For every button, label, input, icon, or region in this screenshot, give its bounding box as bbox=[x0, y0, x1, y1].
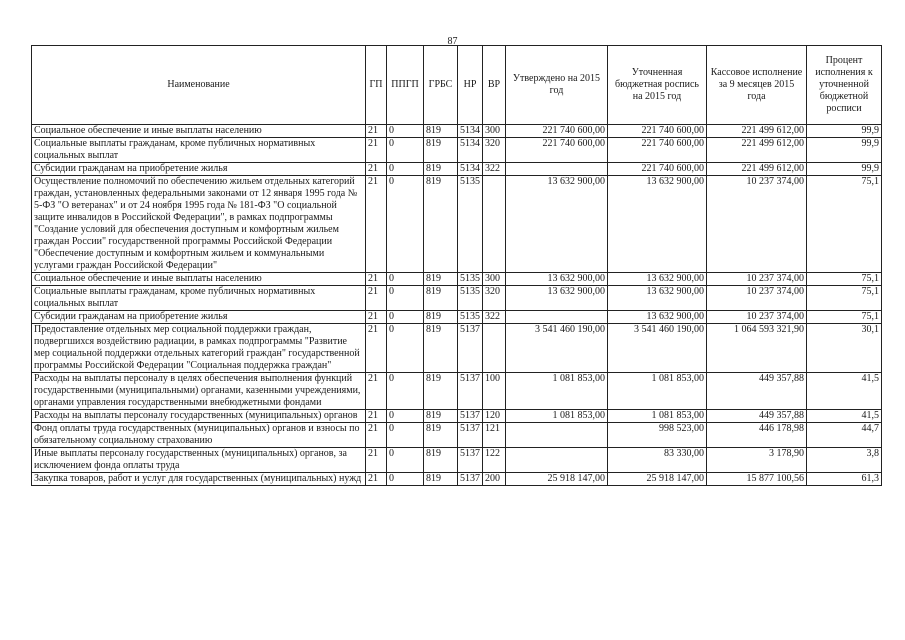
row-grbs: 819 bbox=[424, 311, 458, 324]
row-percent: 41,5 bbox=[807, 373, 882, 410]
row-percent: 75,1 bbox=[807, 273, 882, 286]
row-grbs: 819 bbox=[424, 423, 458, 448]
row-ppgp: 0 bbox=[387, 324, 424, 373]
row-grbs: 819 bbox=[424, 176, 458, 273]
row-cash: 221 499 612,00 bbox=[707, 125, 807, 138]
row-approved: 13 632 900,00 bbox=[506, 286, 608, 311]
table-row bbox=[32, 286, 882, 311]
header-np: НР bbox=[458, 46, 483, 125]
row-np: 5135 bbox=[458, 176, 483, 273]
row-vr bbox=[483, 324, 506, 373]
row-np: 5135 bbox=[458, 273, 483, 286]
row-cash: 1 064 593 321,90 bbox=[707, 324, 807, 373]
row-name: Иные выплаты персоналу государственных (муниципальных) органов, за исключением фонда оплаты труда bbox=[32, 448, 366, 473]
row-grbs: 819 bbox=[424, 138, 458, 163]
row-cash: 221 499 612,00 bbox=[707, 138, 807, 163]
row-vr: 300 bbox=[483, 273, 506, 286]
row-approved bbox=[506, 448, 608, 473]
row-ppgp: 0 bbox=[387, 176, 424, 273]
row-name: Социальное обеспечение и иные выплаты населению bbox=[32, 125, 366, 138]
row-gp: 21 bbox=[366, 273, 387, 286]
row-ppgp: 0 bbox=[387, 163, 424, 176]
row-np: 5134 bbox=[458, 125, 483, 138]
budget-table bbox=[31, 45, 882, 486]
row-approved: 13 632 900,00 bbox=[506, 176, 608, 273]
row-grbs: 819 bbox=[424, 324, 458, 373]
row-revised: 83 330,00 bbox=[608, 448, 707, 473]
row-grbs: 819 bbox=[424, 125, 458, 138]
row-np: 5137 bbox=[458, 324, 483, 373]
row-ppgp: 0 bbox=[387, 473, 424, 486]
row-approved bbox=[506, 423, 608, 448]
row-percent: 41,5 bbox=[807, 410, 882, 423]
row-np: 5134 bbox=[458, 138, 483, 163]
row-gp: 21 bbox=[366, 176, 387, 273]
row-approved: 221 740 600,00 bbox=[506, 138, 608, 163]
row-revised: 221 740 600,00 bbox=[608, 163, 707, 176]
table-row bbox=[32, 324, 882, 373]
row-percent: 3,8 bbox=[807, 448, 882, 473]
row-grbs: 819 bbox=[424, 410, 458, 423]
row-name: Социальные выплаты гражданам, кроме публичных нормативных социальных выплат bbox=[32, 138, 366, 163]
row-np: 5135 bbox=[458, 286, 483, 311]
row-ppgp: 0 bbox=[387, 273, 424, 286]
row-revised: 13 632 900,00 bbox=[608, 273, 707, 286]
row-gp: 21 bbox=[366, 125, 387, 138]
row-np: 5137 bbox=[458, 423, 483, 448]
row-percent: 99,9 bbox=[807, 125, 882, 138]
row-revised: 221 740 600,00 bbox=[608, 138, 707, 163]
row-gp: 21 bbox=[366, 163, 387, 176]
row-cash: 10 237 374,00 bbox=[707, 311, 807, 324]
row-name: Социальные выплаты гражданам, кроме публичных нормативных социальных выплат bbox=[32, 286, 366, 311]
row-gp: 21 bbox=[366, 138, 387, 163]
row-vr: 121 bbox=[483, 423, 506, 448]
table-row bbox=[32, 311, 882, 324]
row-ppgp: 0 bbox=[387, 373, 424, 410]
row-vr: 320 bbox=[483, 286, 506, 311]
row-cash: 3 178,90 bbox=[707, 448, 807, 473]
row-gp: 21 bbox=[366, 410, 387, 423]
row-ppgp: 0 bbox=[387, 286, 424, 311]
row-vr: 300 bbox=[483, 125, 506, 138]
row-cash: 10 237 374,00 bbox=[707, 176, 807, 273]
row-revised: 25 918 147,00 bbox=[608, 473, 707, 486]
table-body bbox=[32, 125, 882, 486]
row-name: Субсидии гражданам на приобретение жилья bbox=[32, 163, 366, 176]
header-cash: Кассовое исполнение за 9 месяцев 2015 года bbox=[707, 46, 807, 125]
row-percent: 61,3 bbox=[807, 473, 882, 486]
row-gp: 21 bbox=[366, 324, 387, 373]
row-vr: 100 bbox=[483, 373, 506, 410]
row-vr: 120 bbox=[483, 410, 506, 423]
row-gp: 21 bbox=[366, 311, 387, 324]
row-percent: 99,9 bbox=[807, 138, 882, 163]
row-vr bbox=[483, 176, 506, 273]
row-vr: 320 bbox=[483, 138, 506, 163]
row-ppgp: 0 bbox=[387, 423, 424, 448]
row-percent: 75,1 bbox=[807, 311, 882, 324]
header-ppgp: ППГП bbox=[387, 46, 424, 125]
header-vr: ВР bbox=[483, 46, 506, 125]
row-approved: 13 632 900,00 bbox=[506, 273, 608, 286]
row-revised: 1 081 853,00 bbox=[608, 410, 707, 423]
row-approved: 1 081 853,00 bbox=[506, 410, 608, 423]
row-cash: 10 237 374,00 bbox=[707, 286, 807, 311]
row-cash: 449 357,88 bbox=[707, 410, 807, 423]
row-cash: 221 499 612,00 bbox=[707, 163, 807, 176]
row-grbs: 819 bbox=[424, 163, 458, 176]
row-name: Фонд оплаты труда государственных (муниципальных) органов и взносы по обязательному социальному страхованию bbox=[32, 423, 366, 448]
row-grbs: 819 bbox=[424, 448, 458, 473]
row-revised: 221 740 600,00 bbox=[608, 125, 707, 138]
row-name: Закупка товаров, работ и услуг для государственных (муниципальных) нужд bbox=[32, 473, 366, 486]
row-grbs: 819 bbox=[424, 373, 458, 410]
row-vr: 322 bbox=[483, 311, 506, 324]
table-row bbox=[32, 448, 882, 473]
table-row bbox=[32, 373, 882, 410]
row-ppgp: 0 bbox=[387, 125, 424, 138]
row-gp: 21 bbox=[366, 423, 387, 448]
row-cash: 449 357,88 bbox=[707, 373, 807, 410]
table-row bbox=[32, 410, 882, 423]
row-vr: 322 bbox=[483, 163, 506, 176]
row-percent: 44,7 bbox=[807, 423, 882, 448]
row-grbs: 819 bbox=[424, 273, 458, 286]
row-gp: 21 bbox=[366, 473, 387, 486]
table-row bbox=[32, 176, 882, 273]
table-row bbox=[32, 125, 882, 138]
row-name: Расходы на выплаты персоналу в целях обеспечения выполнения функций государственными (муниципальными) органами, казенными учреждениями, органами управления государственными внебюджетными фондами bbox=[32, 373, 366, 410]
row-approved bbox=[506, 163, 608, 176]
row-np: 5137 bbox=[458, 448, 483, 473]
row-ppgp: 0 bbox=[387, 138, 424, 163]
row-np: 5134 bbox=[458, 163, 483, 176]
row-np: 5135 bbox=[458, 311, 483, 324]
row-approved: 221 740 600,00 bbox=[506, 125, 608, 138]
row-revised: 13 632 900,00 bbox=[608, 176, 707, 273]
row-revised: 1 081 853,00 bbox=[608, 373, 707, 410]
row-vr: 200 bbox=[483, 473, 506, 486]
row-revised: 3 541 460 190,00 bbox=[608, 324, 707, 373]
row-cash: 10 237 374,00 bbox=[707, 273, 807, 286]
row-percent: 99,9 bbox=[807, 163, 882, 176]
row-vr: 122 bbox=[483, 448, 506, 473]
header-approved: Утверждено на 2015 год bbox=[506, 46, 608, 125]
table-row bbox=[32, 273, 882, 286]
table-row bbox=[32, 163, 882, 176]
row-approved: 3 541 460 190,00 bbox=[506, 324, 608, 373]
row-ppgp: 0 bbox=[387, 410, 424, 423]
header-revised: Уточненная бюджетная роспись на 2015 год bbox=[608, 46, 707, 125]
row-cash: 15 877 100,56 bbox=[707, 473, 807, 486]
row-name: Социальное обеспечение и иные выплаты населению bbox=[32, 273, 366, 286]
header-name: Наименование bbox=[32, 46, 366, 125]
row-ppgp: 0 bbox=[387, 448, 424, 473]
row-ppgp: 0 bbox=[387, 311, 424, 324]
row-name: Расходы на выплаты персоналу государственных (муниципальных) органов bbox=[32, 410, 366, 423]
row-cash: 446 178,98 bbox=[707, 423, 807, 448]
row-gp: 21 bbox=[366, 286, 387, 311]
row-grbs: 819 bbox=[424, 473, 458, 486]
row-name: Осуществление полномочий по обеспечению жильем отдельных категорий граждан, установленных федеральными законами от 12 января 1995 года № 5-ФЗ "О ветеранах" и от 24 ноября 1995 года № 181-ФЗ "О социальной защите инвалидов в Российской Федерации", в рамках подпрограммы "Создание условий для обеспечения доступным и комфортным жильем граждан России" государственной программы Российской Федерации "Обеспечение доступным и комфортным жильем и коммунальными услугами граждан Российской Федерации" bbox=[32, 176, 366, 273]
header-percent: Процент исполнения к уточненной бюджетной росписи bbox=[807, 46, 882, 125]
row-np: 5137 bbox=[458, 473, 483, 486]
table-row bbox=[32, 473, 882, 486]
row-approved bbox=[506, 311, 608, 324]
row-revised: 13 632 900,00 bbox=[608, 311, 707, 324]
row-percent: 75,1 bbox=[807, 176, 882, 273]
table-header-row bbox=[32, 46, 882, 125]
row-percent: 75,1 bbox=[807, 286, 882, 311]
row-name: Предоставление отдельных мер социальной поддержки граждан, подвергшихся воздействию радиации, в рамках подпрограммы "Развитие мер социальной поддержки отдельных категорий граждан" государственной программы Российской Федерации "Социальная поддержка граждан" bbox=[32, 324, 366, 373]
header-gp: ГП bbox=[366, 46, 387, 125]
row-approved: 1 081 853,00 bbox=[506, 373, 608, 410]
row-percent: 30,1 bbox=[807, 324, 882, 373]
row-revised: 13 632 900,00 bbox=[608, 286, 707, 311]
header-grbs: ГРБС bbox=[424, 46, 458, 125]
table-row bbox=[32, 423, 882, 448]
row-np: 5137 bbox=[458, 373, 483, 410]
row-gp: 21 bbox=[366, 373, 387, 410]
row-approved: 25 918 147,00 bbox=[506, 473, 608, 486]
table-row bbox=[32, 138, 882, 163]
row-grbs: 819 bbox=[424, 286, 458, 311]
page-number: 87 bbox=[447, 36, 458, 47]
row-revised: 998 523,00 bbox=[608, 423, 707, 448]
row-name: Субсидии гражданам на приобретение жилья bbox=[32, 311, 366, 324]
row-gp: 21 bbox=[366, 448, 387, 473]
row-np: 5137 bbox=[458, 410, 483, 423]
